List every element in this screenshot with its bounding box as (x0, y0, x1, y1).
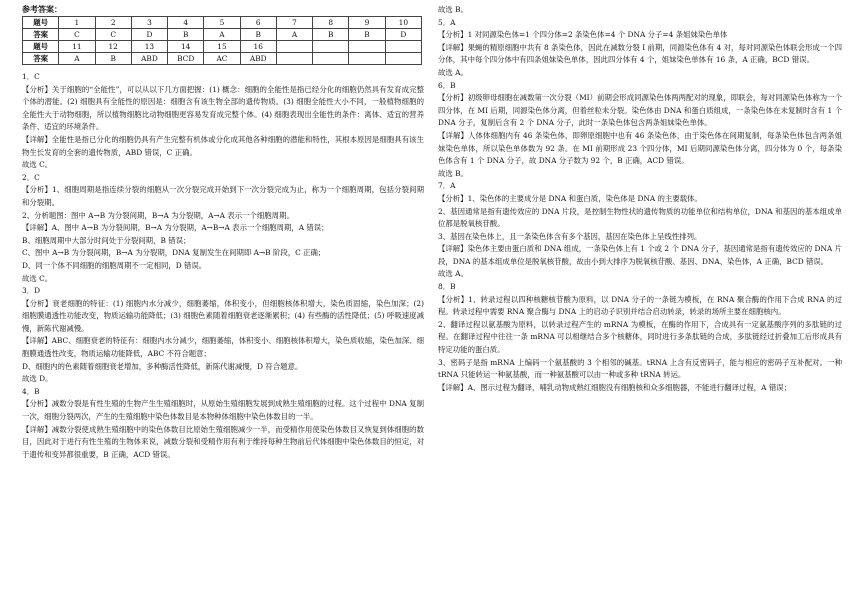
answer-table-cell: 15 (204, 41, 240, 53)
explanation-paragraph: 【详解】A、图中 A→B 为分裂间期，B→A 为分裂期，A→B→A 表示一个细胞周期，A 错误； (22, 223, 329, 233)
answer-table-cell: 14 (168, 41, 204, 53)
answer-table-cell: B (240, 29, 276, 41)
answer-table-cell: AC (204, 53, 240, 65)
answer-table-cell: 16 (240, 41, 276, 53)
question-answer-header: 3．D (22, 286, 41, 296)
explanation-paragraph: 故选 A。 (438, 269, 468, 279)
answer-table-cell: B (95, 53, 131, 65)
answer-table-cell (349, 53, 385, 65)
explanation-paragraph: D、同一个体不同细胞的细胞周期不一定相同，D 错误。 (22, 260, 207, 270)
answer-table-row-label: 答案 (23, 53, 59, 65)
answer-table-cell: 5 (204, 17, 240, 29)
answer-table-cell: 10 (385, 17, 421, 29)
explanation-paragraph: 2、翻译过程以氨基酸为原料，以转录过程产生的 mRNA 为模板，在酶的作用下，合成具有一定氨基酸序列的多肽链的过程。在翻译过程中往往一条 mRNA 可以相继结合多个核糖体，同时进行多条肽链的合成，多肽链经过折叠加工后形成具有特定功能的蛋白质。 (438, 319, 842, 355)
explanation-paragraph: 故选 C。 (22, 273, 53, 283)
question-answer-header: 1．C (22, 72, 40, 81)
explanation-paragraph: D、细胞内的色素随着细胞衰老增加，多种酶活性降低，新陈代谢减慢，D 符合题意。 (22, 361, 303, 371)
explanation-paragraph: 【详解】全能性是指已分化的细胞仍具有产生完整有机体或分化成其他各种细胞的潜能和特性，其根本原因是细胞具有该生物生长发育的全套的遗传物质，ABD 错误，C 正确。 (22, 134, 424, 157)
answer-table-row-label: 答案 (23, 29, 59, 41)
answer-table-cell: BCD (168, 53, 204, 65)
answer-table-cell: 4 (168, 17, 204, 29)
explanation-paragraph: 【分析】减数分裂是有性生殖的生物产生生殖细胞时，从原始生殖细胞发展到成熟生殖细胞的过程。这个过程中 DNA 复制一次，细胞分裂两次，产生的生殖细胞中染色体数目是本物种体细胞中染色体数目的一半。 (22, 399, 424, 422)
explanation-paragraph: 【分析】1 对同源染色体=1 个四分体=2 条染色体=4 个 DNA 分子=4 条姐妹染色单体 (438, 30, 728, 40)
left-column (22, 4, 424, 461)
answer-table-cell: 12 (95, 41, 131, 53)
answer-table-cell: B (349, 29, 385, 41)
explanation-paragraph: 3、基因在染色体上，且一条染色体含有多个基因，基因在染色体上呈线性排列。 (438, 231, 702, 241)
answer-table-cell: A (204, 29, 240, 41)
answer-table-cell: 7 (276, 17, 312, 29)
question-answer-header: 7．A (438, 181, 456, 191)
explanation-paragraph: 故选 A。 (438, 67, 468, 77)
answer-table-cell: B (168, 29, 204, 41)
question-answer-header: 6．B (438, 80, 456, 90)
answer-table-cell (276, 53, 312, 65)
answer-table-cell: 8 (313, 17, 349, 29)
explanation-paragraph: 2、分析题图：图中 A→B 为分裂间期，B→A 为分裂期，A→A 表示一个细胞周期。 (22, 210, 294, 220)
answer-table-cell: 9 (349, 17, 385, 29)
answer-table-cell (276, 41, 312, 53)
explanation-paragraph: 【详解】果蝇的精原细胞中共有 8 条染色体，因此在减数分裂 I 前期，同源染色体有 4 对，每对同源染色体联会形成一个四分体，其中每个四分体中有四条姐妹染色单体，因此四分体有 4 个，姐妹染色单体有 16 条，A 正确，BCD 错误。 (438, 42, 842, 65)
answer-table-cell: A (276, 29, 312, 41)
answer-table-cell: ABD (240, 53, 276, 65)
answer-table-row-label: 题号 (23, 41, 59, 53)
answer-key-heading: 参考答案： (22, 4, 62, 14)
answer-table-cell: 3 (131, 17, 167, 29)
answer-table-cell: C (59, 29, 95, 41)
explanation-paragraph: 【分析】1、细胞周期是指连续分裂的细胞从一次分裂完成开始到下一次分裂完成为止，称为一个细胞周期，包括分裂间期和分裂期。 (22, 185, 424, 207)
explanation-paragraph: 【详解】人体体细胞内有 46 条染色体，即卵原细胞中也有 46 条染色体，由于染色体在间期复制，每条染色体包含两条姐妹染色单体，所以染色单体数为 92 条。在 MI 前期形成 23 个四分体，MI 后期同源染色体分离，四分体为 0 个，每条染色体含有 1 个 DNA 分子，故 DNA 分子数为 92 个，B 正确，ACD 错误。 (438, 130, 842, 166)
answer-table-cell (349, 41, 385, 53)
right-explanations (438, 4, 842, 394)
answer-table-row (23, 53, 422, 65)
answer-table-row (23, 29, 422, 41)
explanation-paragraph: C、图中 A→B 为分裂间期，B→A 为分裂期，DNA 复制发生在间期即 A→B 阶段，C 正确； (22, 248, 326, 258)
explanation-paragraph: 故选 C。 (22, 160, 53, 170)
question-answer-header: 2．C (22, 172, 40, 182)
explanation-paragraph: 故选 B。 (438, 168, 468, 178)
answer-table-cell: 11 (59, 41, 95, 53)
answer-table-cell: ABD (131, 53, 167, 65)
question-answer-header: 8．B (438, 282, 456, 292)
question-answer-header: 5．A (438, 17, 456, 27)
explanation-paragraph: 故选 B。 (438, 5, 468, 14)
answer-table-cell: A (59, 53, 95, 65)
answer-table-cell: 2 (95, 17, 131, 29)
answer-table-row (23, 17, 422, 29)
answer-table (22, 16, 422, 65)
explanation-paragraph: 【分析】初级卵母细胞在减数第一次分裂（MI）前期会形成同源染色体两两配对的现象，即联会，每对同源染色体称为一个四分体，在 MI 后期，同源染色体分离，但着丝粒未分裂。染色体由 DNA 和蛋白质组成，一条染色体在未复制时含有 1 个 DNA 分子，复制后含有 2 个 DNA 分子，此时一条染色体包含两条姐妹染色单体。 (438, 93, 842, 128)
explanation-paragraph: 【详解】染色体主要由蛋白质和 DNA 组成，一条染色体上有 1 个或 2 个 DNA 分子，基因通常是指有遗传效应的 DNA 片段，DNA 的基本组成单位是脱氧核苷酸，故由小到大排序为脱氧核苷酸、基因、DNA、染色体，A 正确，BCD 错误。 (438, 244, 842, 266)
answer-table-cell: 13 (131, 41, 167, 53)
explanation-paragraph: 【详解】ABC、细胞衰老的特征有：细胞内水分减少，细胞萎缩，体积变小、细胞核体积增大，染色质收缩，染色加深、细胞膜通透性改变，物质运输功能降低，ABC 不符合题意； (22, 336, 424, 359)
explanation-paragraph: 【详解】减数分裂使成熟生殖细胞中的染色体数目比原始生殖细胞减少一半，而受精作用使染色体数目又恢复到体细胞的数目，因此对于进行有性生殖的生物体来说，减数分裂和受精作用有利于维持每种生物前后代体细胞中染色体数目的恒定，对于遗传和变异都很重要，B 正确，ACD 错误。 (22, 424, 424, 459)
explanation-paragraph: 故选 D。 (22, 374, 53, 384)
answer-table-cell (313, 41, 349, 53)
explanation-paragraph: 【分析】1、染色体的主要成分是 DNA 和蛋白质，染色体是 DNA 的主要载体。 (438, 193, 702, 203)
answer-table-cell: 6 (240, 17, 276, 29)
answer-table-cell: C (95, 29, 131, 41)
explanation-paragraph: 【分析】衰老细胞的特征：(1) 细胞内水分减少，细胞萎缩，体积变小，但细胞核体积增大，染色质固缩，染色加深；(2) 细胞膜通透性功能改变，物质运输功能降低；(3) 细胞色素随着细胞衰老逐渐累积；(4) 有些酶的活性降低；(5) 呼吸速度减慢，新陈代谢减慢。 (22, 298, 424, 333)
answer-table-cell (313, 53, 349, 65)
answer-table-cell: D (131, 29, 167, 41)
question-answer-header: 4．B (22, 386, 40, 396)
answer-table-cell (385, 53, 421, 65)
answer-table-cell (385, 41, 421, 53)
explanation-paragraph: 2、基因通常是指有遗传效应的 DNA 片段，是控制生物性状的遗传物质的功能单位和结构单位，DNA 和基因的基本组成单位都是脱氧核苷酸。 (438, 206, 842, 229)
answer-table-cell: D (385, 29, 421, 41)
explanation-paragraph: 【详解】A、图示过程为翻译，哺乳动物成熟红细胞没有细胞核和众多细胞器，不能进行翻译过程，A 错误； (438, 382, 791, 392)
explanation-paragraph: 【分析】关于细胞的“全能性”，可以从以下几方面把握：(1) 概念：细胞的全能性是指已经分化的细胞仍然具有发育成完整个体的潜能。(2) 细胞具有全能性的原因是：细胞含有该生物全部的遗传物质。(3) 细胞全能性大小不同，一般植物细胞的全能性大于动物细胞，所以植物细胞比动物细胞更容易发育成完整个体。(4) 细胞表现出全能性的条件：离体、适宜的营养条件、适宜的环境条件。 (22, 84, 424, 132)
explanation-paragraph: 3、密码子是指 mRNA 上编码一个氨基酸的 3 个相邻的碱基。tRNA 上含有反密码子，能与相应的密码子互补配对。一种 tRNA 只能转运一种氨基酸，而一种氨基酸可以由一种或多种 tRNA 转运。 (438, 357, 842, 380)
answer-table-row (23, 41, 422, 53)
explanation-paragraph: B、细胞周期中大部分时间处于分裂间期，B 错误； (22, 235, 191, 245)
answer-table-cell: B (313, 29, 349, 41)
explanation-paragraph: 【分析】1、转录过程以四种核糖核苷酸为原料，以 DNA 分子的一条链为模板，在 RNA 聚合酶的作用下合成 RNA 的过程。转录过程中需要 RNA 聚合酶与 DNA 上的启动子识别并结合启动转录，转录的场所主要在细胞核内。 (438, 294, 842, 317)
right-column (438, 4, 842, 394)
left-explanations (22, 71, 424, 461)
answer-table-row-label: 题号 (23, 17, 59, 29)
answer-table-cell: 1 (59, 17, 95, 29)
